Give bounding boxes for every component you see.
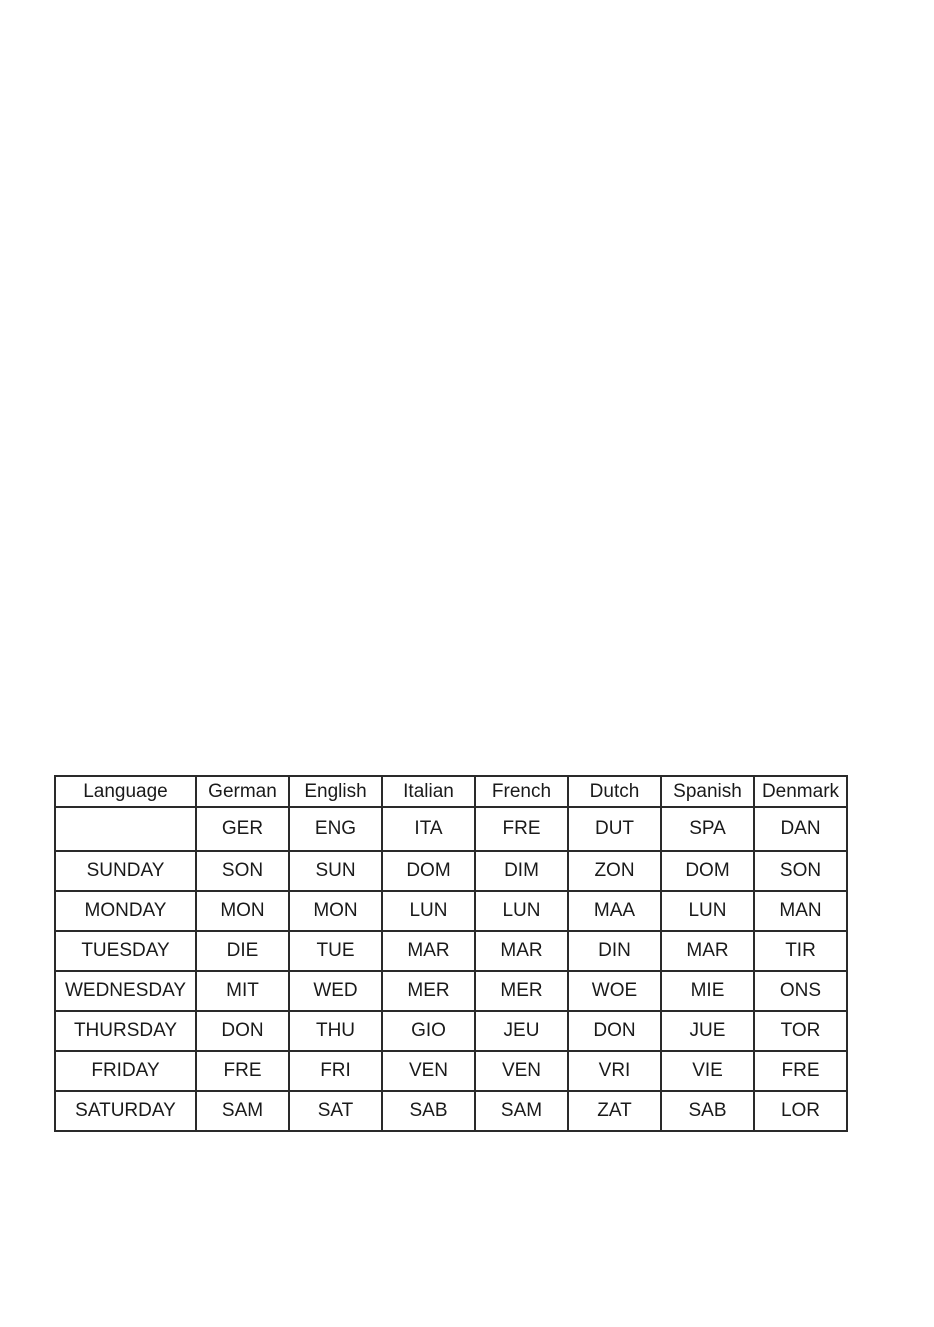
abbr-cell: ZAT — [568, 1091, 661, 1131]
abbr-cell: SAB — [661, 1091, 754, 1131]
code-cell-french: FRE — [475, 807, 568, 851]
abbr-cell: MON — [289, 891, 382, 931]
header-row — [55, 776, 847, 807]
header-cell-italian: Italian — [382, 776, 475, 807]
abbr-cell: SAB — [382, 1091, 475, 1131]
day-cell: SATURDAY — [55, 1091, 196, 1131]
abbr-cell: MAA — [568, 891, 661, 931]
abbr-cell: MER — [382, 971, 475, 1011]
abbr-cell: LOR — [754, 1091, 847, 1131]
abbr-cell: MIE — [661, 971, 754, 1011]
day-cell: THURSDAY — [55, 1011, 196, 1051]
header-cell-spanish: Spanish — [661, 776, 754, 807]
abbr-cell: SAT — [289, 1091, 382, 1131]
day-cell: MONDAY — [55, 891, 196, 931]
abbr-cell: SUN — [289, 851, 382, 891]
code-cell-denmark: DAN — [754, 807, 847, 851]
abbr-cell: DON — [196, 1011, 289, 1051]
abbr-cell: VEN — [382, 1051, 475, 1091]
abbr-cell: MAR — [382, 931, 475, 971]
abbr-cell: LUN — [661, 891, 754, 931]
header-cell-german: German — [196, 776, 289, 807]
code-cell-german: GER — [196, 807, 289, 851]
abbr-cell: MAR — [475, 931, 568, 971]
abbr-cell: WED — [289, 971, 382, 1011]
day-cell: SUNDAY — [55, 851, 196, 891]
abbr-cell: JUE — [661, 1011, 754, 1051]
code-cell-dutch: DUT — [568, 807, 661, 851]
abbr-cell: GIO — [382, 1011, 475, 1051]
table-row-monday — [55, 891, 847, 931]
code-cell-empty — [55, 807, 196, 851]
table-row-friday — [55, 1051, 847, 1091]
abbr-cell: THU — [289, 1011, 382, 1051]
table-row-saturday — [55, 1091, 847, 1131]
abbr-cell: DON — [568, 1011, 661, 1051]
abbr-cell: MAR — [661, 931, 754, 971]
code-cell-spanish: SPA — [661, 807, 754, 851]
table-row-thursday — [55, 1011, 847, 1051]
weekday-language-table — [54, 775, 848, 1132]
abbr-cell: DIE — [196, 931, 289, 971]
weekday-language-table-container — [54, 775, 846, 1132]
table-row-sunday — [55, 851, 847, 891]
abbr-cell: ONS — [754, 971, 847, 1011]
header-cell-english: English — [289, 776, 382, 807]
table-row-tuesday — [55, 931, 847, 971]
abbr-cell: MAN — [754, 891, 847, 931]
abbr-cell: FRI — [289, 1051, 382, 1091]
code-cell-english: ENG — [289, 807, 382, 851]
abbr-cell: MIT — [196, 971, 289, 1011]
day-cell: WEDNESDAY — [55, 971, 196, 1011]
abbr-cell: SAM — [196, 1091, 289, 1131]
abbr-cell: DIM — [475, 851, 568, 891]
abbr-cell: VIE — [661, 1051, 754, 1091]
header-cell-denmark: Denmark — [754, 776, 847, 807]
abbr-cell: MER — [475, 971, 568, 1011]
header-cell-language: Language — [55, 776, 196, 807]
day-cell: FRIDAY — [55, 1051, 196, 1091]
abbr-cell: WOE — [568, 971, 661, 1011]
abbr-cell: DIN — [568, 931, 661, 971]
abbr-cell: VEN — [475, 1051, 568, 1091]
abbr-cell: ZON — [568, 851, 661, 891]
header-cell-dutch: Dutch — [568, 776, 661, 807]
abbr-cell: VRI — [568, 1051, 661, 1091]
abbr-cell: LUN — [475, 891, 568, 931]
abbr-cell: MON — [196, 891, 289, 931]
abbr-cell: TIR — [754, 931, 847, 971]
code-row — [55, 807, 847, 851]
abbr-cell: TOR — [754, 1011, 847, 1051]
table-row-wednesday — [55, 971, 847, 1011]
abbr-cell: DOM — [382, 851, 475, 891]
abbr-cell: SON — [754, 851, 847, 891]
abbr-cell: DOM — [661, 851, 754, 891]
abbr-cell: FRE — [754, 1051, 847, 1091]
day-cell: TUESDAY — [55, 931, 196, 971]
code-cell-italian: ITA — [382, 807, 475, 851]
abbr-cell: LUN — [382, 891, 475, 931]
abbr-cell: SAM — [475, 1091, 568, 1131]
header-cell-french: French — [475, 776, 568, 807]
abbr-cell: TUE — [289, 931, 382, 971]
abbr-cell: SON — [196, 851, 289, 891]
abbr-cell: JEU — [475, 1011, 568, 1051]
abbr-cell: FRE — [196, 1051, 289, 1091]
